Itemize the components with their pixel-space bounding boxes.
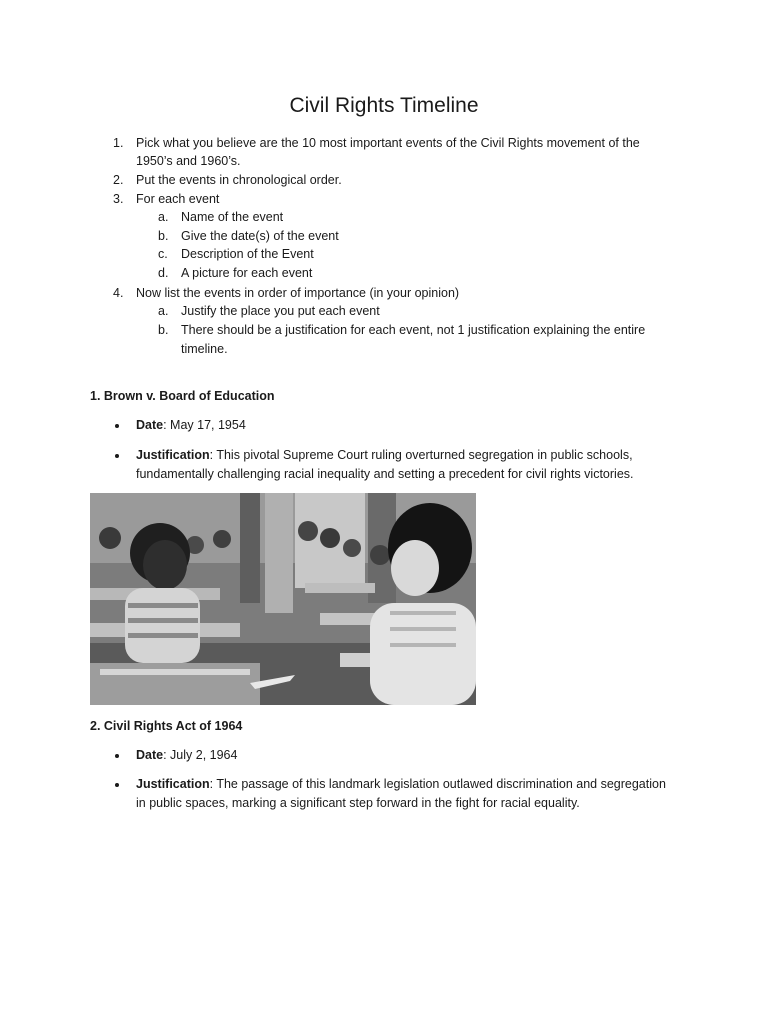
- page-title: Civil Rights Timeline: [289, 94, 479, 117]
- justification-text: fundamentally challenging racial inequality and setting a precedent for civil rights victories.: [136, 467, 634, 481]
- justification-label: Justification: [136, 777, 210, 791]
- event-heading: 1. Brown v. Board of Education: [90, 389, 275, 403]
- sublist-letter: b.: [158, 323, 169, 337]
- list-number: 2.: [113, 173, 124, 187]
- list-number: 1.: [113, 136, 124, 150]
- sublist-item-text: Name of the event: [181, 210, 284, 224]
- bullet-icon: [115, 424, 119, 428]
- sublist-letter: b.: [158, 229, 169, 243]
- sublist-item-text: Justify the place you put each event: [181, 304, 380, 318]
- classroom-photo: [90, 493, 476, 705]
- sublist-item-text: timeline.: [181, 342, 228, 356]
- list-item-text: Now list the events in order of importance (in your opinion): [136, 286, 460, 300]
- bullet-icon: [115, 454, 119, 458]
- event-justification: [136, 777, 666, 792]
- date-value: : July 2, 1964: [163, 748, 238, 762]
- justification-text: : This pivotal Supreme Court ruling overturned segregation in public schools,: [209, 448, 633, 462]
- sublist-letter: d.: [158, 266, 169, 280]
- date-label: Date: [136, 418, 164, 432]
- event-date: [136, 748, 237, 763]
- event-heading: 2. Civil Rights Act of 1964: [90, 719, 243, 733]
- sublist-item-text: A picture for each event: [181, 266, 313, 280]
- list-item-text: Pick what you believe are the 10 most important events of the Civil Rights movement of the: [136, 136, 640, 150]
- event-justification: [136, 448, 633, 463]
- date-label: Date: [136, 748, 164, 762]
- date-value: : May 17, 1954: [163, 418, 246, 432]
- list-item-text: Put the events in chronological order.: [136, 173, 342, 187]
- sublist-item-text: There should be a justification for each event, not 1 justification explaining the entire: [181, 323, 646, 337]
- justification-text: : The passage of this landmark legislation outlawed discrimination and segregation: [209, 777, 666, 791]
- sublist-item-text: Description of the Event: [181, 247, 314, 261]
- bullet-icon: [115, 783, 119, 787]
- sublist-letter: a.: [158, 304, 169, 318]
- sublist-item-text: Give the date(s) of the event: [181, 229, 339, 243]
- list-number: 4.: [113, 286, 124, 300]
- bullet-icon: [115, 754, 119, 758]
- sublist-letter: a.: [158, 210, 169, 224]
- justification-label: Justification: [136, 448, 210, 462]
- justification-text: in public spaces, marking a significant step forward in the fight for racial equality.: [136, 796, 580, 810]
- list-item-text: 1950’s and 1960’s.: [136, 154, 241, 168]
- event-date: [136, 418, 246, 433]
- sublist-letter: c.: [158, 247, 168, 261]
- list-item-text: For each event: [136, 192, 220, 206]
- classroom-photo-illustration: [90, 493, 476, 705]
- list-number: 3.: [113, 192, 124, 206]
